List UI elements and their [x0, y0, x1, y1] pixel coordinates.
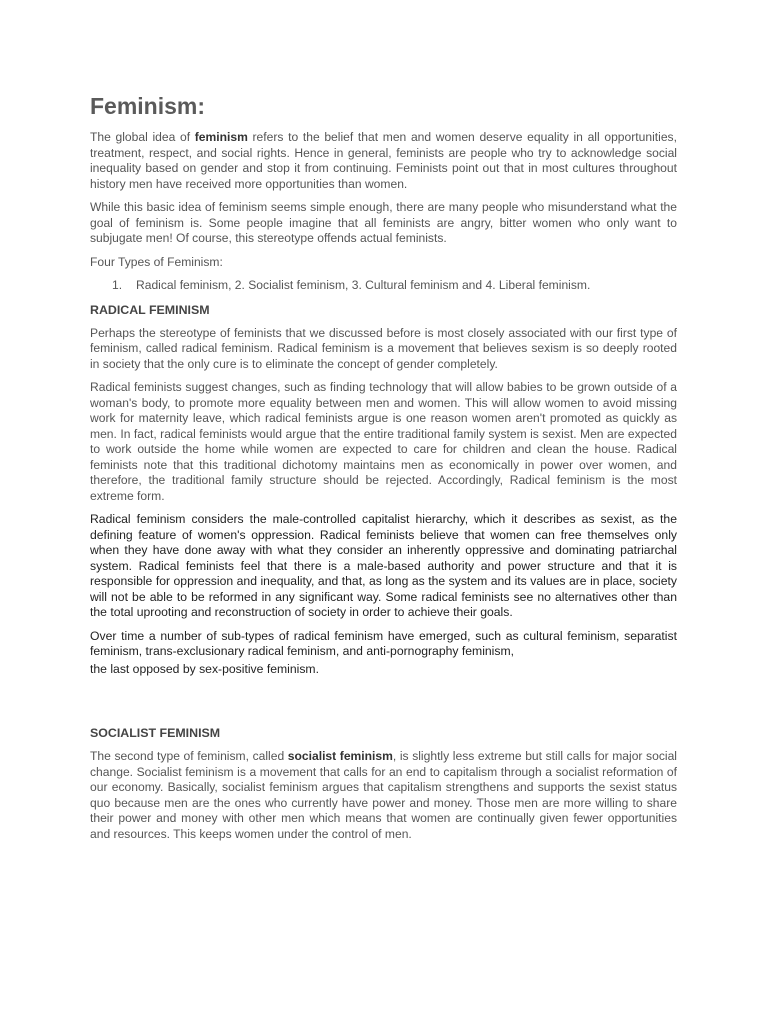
intro-bold-term: feminism: [194, 130, 248, 144]
radical-paragraph-4-text: Over time a number of sub-types of radical feminism have emerged, such as cultural feminism, separatist feminism, trans-exclusionary radical feminism, and anti-pornography feminism,: [90, 628, 677, 658]
radical-paragraph-1: Perhaps the stereotype of feminists that we discussed before is most closely associated with our first type of feminism, called radical feminism. Radical feminism is a movement that believes sexism is so deeply rooted in society that the only cure is to eliminate the concept of gender completely.: [90, 325, 677, 371]
socialist-bold-term: socialist feminism: [287, 749, 393, 763]
radical-paragraph-4-last-line: the last opposed by sex-positive feminism.: [90, 661, 319, 676]
page-title: Feminism:: [90, 93, 206, 119]
radical-paragraph-3: Radical feminism considers the male-controlled capitalist hierarchy, which it describes as sexist, as the defining feature of women's oppression. Radical feminists believe that women can free themselves only when they have done away with what they consider an inherently oppressive and dominating patriarchal system. Radical feminists feel that there is a male-based authority and power structure and that it is responsible for oppression and inequality, and that, as long as the system and its values are in place, society will not be able to be reformed in any significant way. Some radical feminists see no alternatives other than the total uprooting and reconstruction of society in order to achieve their goals.: [90, 512, 677, 619]
intro-text-pre: The global idea of: [90, 130, 191, 144]
list-item: Radical feminism, 2. Socialist feminism, 3. Cultural feminism and 4. Liberal feminism.: [136, 278, 591, 292]
socialist-heading: SOCIALIST FEMINISM: [90, 726, 221, 740]
radical-paragraph-4: [90, 629, 677, 678]
intro-paragraph-2: While this basic idea of feminism seems simple enough, there are many people who misunderstand what the goal of feminism is. Some people imagine that all feminists are angry, bitter women who only want to subjugate men! Of course, this stereotype offends actual feminists.: [90, 200, 677, 245]
socialist-text-post: , is slightly less extreme but still calls for major social change. Socialist feminism is a movement that calls for an end to capitalism through a socialist reformation of our economy. Basically, socialist feminism argues that capitalism strengthens and supports the sexist status quo because men are the ones who currently have power and money. Those men are more willing to share their power and money with other men which means that women are continually given fewer opportunities and resources. This keeps women under the control of men.: [90, 749, 677, 841]
types-list: [90, 278, 677, 294]
socialist-paragraph-1: [90, 749, 677, 842]
socialist-text-pre: The second type of feminism, called: [90, 749, 285, 763]
radical-paragraph-2: Radical feminists suggest changes, such as finding technology that will allow babies to be grown outside of a woman's body, to promote more equality between men and women. This will allow women to avoid missing work for maternity leave, which radical feminists argue is one reason women aren't promoted as quickly as men. In fact, radical feminists would argue that the entire traditional family system is sexist. Men are expected to work outside the home while women are expected to care for children and clean the house. Radical feminists note that this traditional dichotomy maintains men as economically in power over women, and therefore, the traditional family structure should be rejected. Accordingly, Radical feminism is the most extreme form.: [90, 380, 677, 503]
intro-text-post: refers to the belief that men and women deserve equality in all opportunities, treatment, respect, and social rights. Hence in general, feminists are people who try to acknowledge social inequality based on gender and stop it from continuing. Feminists point out that in most cultures throughout history men have received more opportunities than women.: [90, 130, 677, 191]
radical-heading: RADICAL FEMINISM: [90, 302, 210, 317]
section-spacer: [90, 685, 677, 725]
intro-paragraph-1: [90, 130, 677, 192]
types-label: Four Types of Feminism:: [90, 254, 223, 269]
list-number: 1.: [112, 278, 123, 292]
